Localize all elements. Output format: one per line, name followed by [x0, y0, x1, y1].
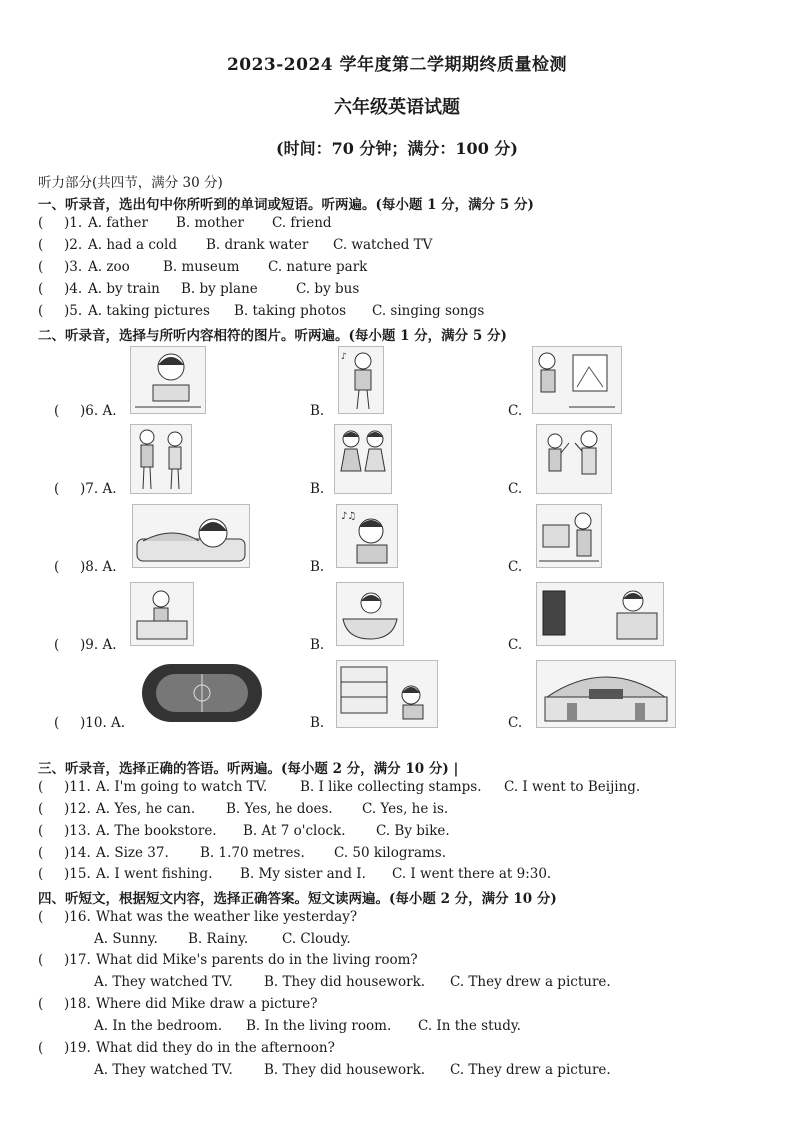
question-1: ( )1. A. father B. mother C. friend	[38, 215, 332, 231]
painting-picture	[532, 346, 622, 414]
question-2: ( )2. A. had a cold B. drank water C. watched TV	[38, 237, 433, 253]
question-9-label: ( )9. A.	[54, 637, 117, 653]
part2-heading: 二、听录音，选择与所听内容相符的图片。听两遍。(每小题 1 分，满分 5 分)	[38, 328, 507, 344]
museum-building-picture	[536, 660, 676, 728]
question-17: ( )17. What did Mike's parents do in the living room?	[38, 952, 418, 968]
question-15: ( )15. A. I went fishing. B. My sister and I. C. I went there at 9:30.	[38, 866, 552, 882]
listening-heading: 听力部分(共四节，满分 30 分)	[38, 175, 223, 191]
time-info: (时间：70 分钟；满分：100 分)	[276, 139, 518, 158]
question-18: ( )18. Where did Mike draw a picture?	[38, 996, 318, 1012]
question-14: ( )14. A. Size 37. B. 1.70 metres. C. 50 kilograms.	[38, 845, 447, 861]
girl-reading-picture	[130, 346, 206, 414]
question-8-c-label: C.	[508, 559, 523, 575]
boy-and-man-waving-picture	[536, 424, 612, 494]
question-3: ( )3. A. zoo B. museum C. nature park	[38, 259, 368, 275]
question-10-b-label: B.	[310, 715, 325, 731]
part4-heading: 四、听短文，根据短文内容，选择正确答案。短文读两遍。(每小题 2 分，满分 10 分)	[38, 891, 557, 907]
question-16: ( )16. What was the weather like yesterday?	[38, 909, 358, 925]
question-9-b-label: B.	[310, 637, 325, 653]
girl-listening-music-picture	[336, 504, 398, 568]
question-19: ( )19. What did they do in the afternoon?	[38, 1040, 335, 1056]
question-6-c-label: C.	[508, 403, 523, 419]
question-12: ( )12. A. Yes, he can. B. Yes, he does. C. Yes, he is.	[38, 801, 449, 817]
question-10-label: ( )10. A.	[54, 715, 126, 731]
stadium-picture	[140, 660, 264, 726]
girl-sleeping-picture	[132, 504, 250, 568]
two-boys-talking-picture	[130, 424, 192, 494]
question-5: ( )5. A. taking pictures B. taking photos C. singing songs	[38, 303, 485, 319]
question-11: ( )11. A. I'm going to watch TV. B. I like collecting stamps. C. I went to Beijing.	[38, 779, 641, 795]
part1-heading: 一、听录音，选出句中你所听到的单词或短语。听两遍。(每小题 1 分，满分 5 分)	[38, 197, 534, 213]
question-8-b-label: B.	[310, 559, 325, 575]
question-8-label: ( )8. A.	[54, 559, 117, 575]
question-6-label: ( )6. A.	[54, 403, 117, 419]
two-girls-picture	[334, 424, 392, 494]
boy-at-desk-picture	[130, 582, 194, 646]
boy-singing-picture	[338, 346, 384, 414]
question-10-c-label: C.	[508, 715, 523, 731]
exam-subtitle: 六年级英语试题	[334, 97, 460, 118]
library-picture	[336, 660, 438, 728]
exam-title: 2023-2024 学年度第二学期期终质量检测	[226, 55, 568, 75]
svg-text:♪♫: ♪♫	[341, 511, 357, 522]
question-9-c-label: C.	[508, 637, 523, 653]
question-7-c-label: C.	[508, 481, 523, 497]
svg-text:♪: ♪	[341, 352, 347, 362]
question-4: ( )4. A. by train B. by plane C. by bus	[38, 281, 360, 297]
boy-bathing-picture	[336, 582, 404, 646]
part3-heading: 三、听录音，选择正确的答语。听两遍。(每小题 2 分，满分 10 分) |	[38, 761, 459, 777]
question-7-b-label: B.	[310, 481, 325, 497]
question-7-label: ( )7. A.	[54, 481, 117, 497]
boy-using-computer-picture	[536, 504, 602, 568]
question-13: ( )13. A. The bookstore. B. At 7 o'clock. C. By bike.	[38, 823, 450, 839]
girl-watching-tv-picture	[536, 582, 664, 646]
question-6-b-label: B.	[310, 403, 325, 419]
